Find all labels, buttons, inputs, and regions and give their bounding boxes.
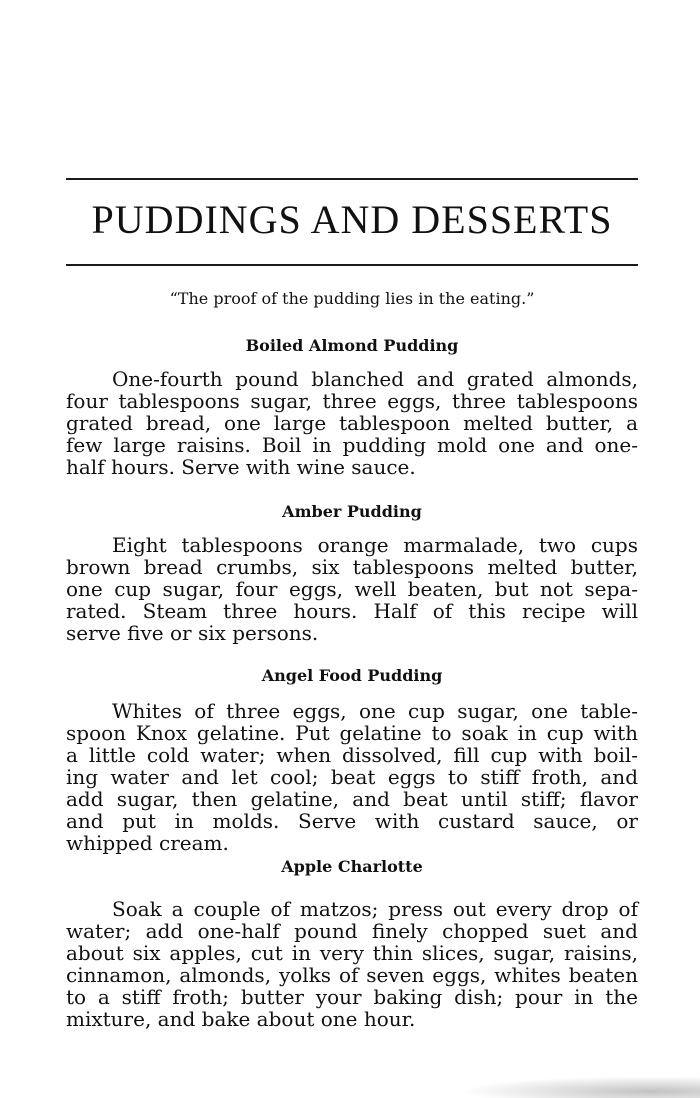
recipe-line: grated bread, one large tablespoon melted butter, a (66, 411, 638, 435)
recipe-title-apple-charlotte: Apple Charlotte (281, 857, 423, 876)
recipe-line: One-fourth pound blanched and grated almonds, (112, 367, 638, 391)
bottom-rule (66, 264, 638, 266)
recipe-line: spoon Knox gelatine. Put gelatine to soak in cup with (66, 721, 638, 745)
recipe-line: and put in molds. Serve with custard sauce, or (66, 809, 638, 833)
recipe-line: rated. Steam three hours. Half of this recipe will (66, 599, 638, 623)
recipe-body-amber-pudding (66, 534, 638, 644)
recipe-line: Eight tablespoons orange marmalade, two cups (112, 533, 638, 557)
recipe-body-boiled-almond-pudding (66, 368, 638, 478)
chapter-title: PUDDINGS AND DESSERTS (91, 197, 613, 242)
recipe-title-boiled-almond-pudding: Boiled Almond Pudding (245, 336, 459, 355)
print-smudge (460, 1076, 700, 1098)
recipe-line: add sugar, then gelatine, and beat until stiff; flavor (66, 787, 638, 811)
recipe-line: few large raisins. Boil in pudding mold one and one- (66, 433, 638, 457)
recipe-line: Soak a couple of matzos; press out every drop of (112, 897, 638, 921)
recipe-line: mixture, and bake about one hour. (66, 1007, 416, 1031)
recipe-title-angel-food-pudding: Angel Food Pudding (261, 666, 443, 685)
top-rule (66, 178, 638, 180)
recipe-line: water; add one-half pound finely chopped suet and (66, 919, 638, 943)
recipe-line: serve five or six persons. (66, 621, 319, 645)
recipe-line: to a stiff froth; butter your baking dish; pour in the (66, 985, 638, 1009)
recipe-line: brown bread crumbs, six tablespoons melted butter, (66, 555, 638, 579)
recipe-line: Whites of three eggs, one cup sugar, one table- (112, 699, 638, 723)
recipe-line: ing water and let cool; beat eggs to stiff froth, and (66, 765, 638, 789)
recipe-title-amber-pudding: Amber Pudding (282, 502, 422, 521)
recipe-line: four tablespoons sugar, three eggs, three tablespoons (66, 389, 638, 413)
epigraph: “The proof of the pudding lies in the eating.” (169, 289, 535, 308)
recipe-line: about six apples, cut in very thin slices, sugar, raisins, (66, 941, 638, 965)
recipe-line: half hours. Serve with wine sauce. (66, 455, 416, 479)
recipe-line: a little cold water; when dissolved, fill cup with boil- (66, 743, 638, 767)
recipe-line: cinnamon, almonds, yolks of seven eggs, whites beaten (66, 963, 638, 987)
recipe-line: whipped cream. (66, 831, 229, 855)
recipe-line: one cup sugar, four eggs, well beaten, but not sepa- (66, 577, 638, 601)
recipe-body-apple-charlotte (66, 898, 638, 1030)
recipe-body-angel-food-pudding (66, 700, 638, 854)
